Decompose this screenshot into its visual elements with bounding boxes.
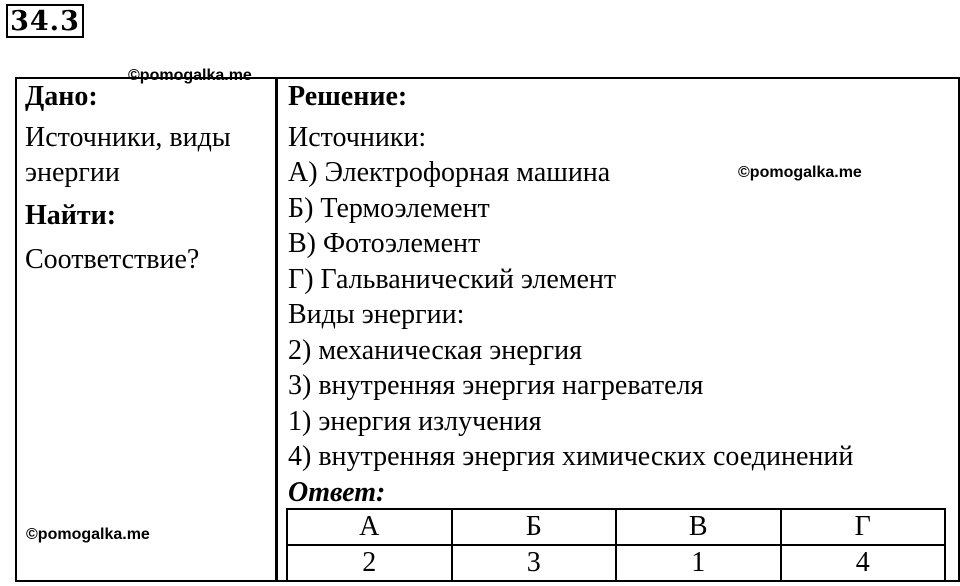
answer-header-cell: Г [781, 509, 946, 545]
watermark-bottom: ©pomogalka.me [26, 526, 150, 543]
energy-item: 1) энергия излучения [288, 406, 542, 437]
watermark-top: ©pomogalka.me [128, 67, 252, 84]
answer-value-row [287, 545, 945, 581]
answer-value-cell: 4 [781, 545, 946, 581]
energy-label: Виды энергии: [288, 299, 465, 330]
watermark-right: ©pomogalka.me [738, 164, 862, 181]
answer-table [286, 508, 946, 582]
answer-header-cell: Б [452, 509, 617, 545]
given-line: энергии [25, 157, 120, 188]
source-item: Г) Гальванический элемент [288, 264, 617, 295]
answer-value-cell: 2 [287, 545, 452, 581]
answer-value-cell: 1 [616, 545, 781, 581]
answer-header-row [287, 509, 945, 545]
answer-header-cell: В [616, 509, 781, 545]
energy-item: 3) внутренняя энергия нагревателя [288, 370, 704, 401]
source-item: А) Электрофорная машина [288, 157, 611, 188]
given-line: Источники, виды [25, 122, 231, 153]
energy-item: 2) механическая энергия [288, 335, 583, 366]
answer-value-cell: 3 [452, 545, 617, 581]
source-item: Б) Термоэлемент [288, 193, 490, 224]
column-divider [275, 77, 278, 582]
given-label: Дано: [25, 81, 98, 112]
find-value: Соответствие? [25, 244, 200, 275]
answer-header-cell: А [287, 509, 452, 545]
answer-label: Ответ: [288, 477, 386, 508]
sources-label: Источники: [288, 122, 427, 153]
problem-number: 34.3 [6, 4, 84, 38]
source-item: В) Фотоэлемент [288, 228, 481, 259]
find-label: Найти: [25, 200, 117, 231]
solution-label: Решение: [288, 81, 408, 112]
energy-item: 4) внутренняя энергия химических соединений [288, 441, 854, 472]
